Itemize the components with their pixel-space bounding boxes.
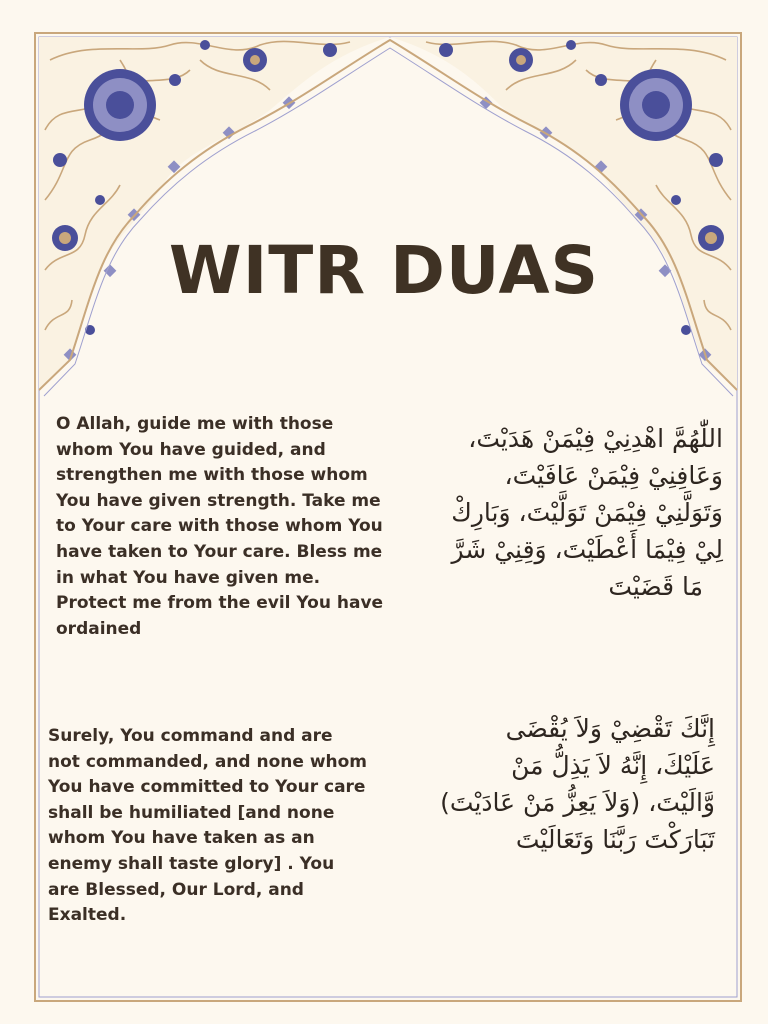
dua-2-arabic-line: تَبَارَكْتَ رَبَّنَا وَتَعَالَيْتَ [515,825,715,854]
dua-1-english: O Allah, guide me with those whom You have guided, and strengthen me with those whom You have given strength. Take me to Your care with those whom You have taken to Your care. Bless me in what You have given me. Protect me from the evil You have ordained [56,414,384,639]
dua-2-arabic-line: وَّالَيْتَ، (وَلاَ يَعِزُّ مَنْ عَادَيْتَ) [440,788,715,817]
page-title: WITR DUAS [168,232,600,309]
floral-pattern-right [390,37,737,390]
dua-1-arabic-line: وَعَافِنِيْ فِيْمَنْ عَافَيْتَ، [504,461,723,490]
dua-2-arabic [395,710,715,858]
dua-2-arabic-line: إِنَّكَ تَقْضِيْ وَلاَ يُقْضَى [505,714,715,743]
dua-1-arabic-line: لِيْ فِيْمَا أَعْطَيْتَ، وَقِنِيْ شَرَّ [451,535,723,564]
dua-1-arabic-line: مَا قَضَيْتَ [608,572,703,601]
dua-2-english: Surely, You command and are not commanded, and none whom You have committed to Your care shall be humiliated [and none whom You have taken as an enemy shall taste glory] . You are Blessed, Our Lord, and Exalted. [48,726,368,926]
dua-1-arabic-line: اللّٰهُمَّ اهْدِنِيْ فِيْمَنْ هَدَيْتَ، [468,424,723,453]
dua-1-arabic-line: وَتَوَلَّنِيْ فِيْمَنْ تَوَلَّيْتَ، وَبَارِكْ [451,498,723,527]
dua-1-arabic [395,420,723,605]
dua-2-arabic-line: عَلَيْكَ، إِنَّهُ لاَ يَذِلُّ مَنْ [511,751,715,780]
floral-pattern-left [39,37,390,390]
